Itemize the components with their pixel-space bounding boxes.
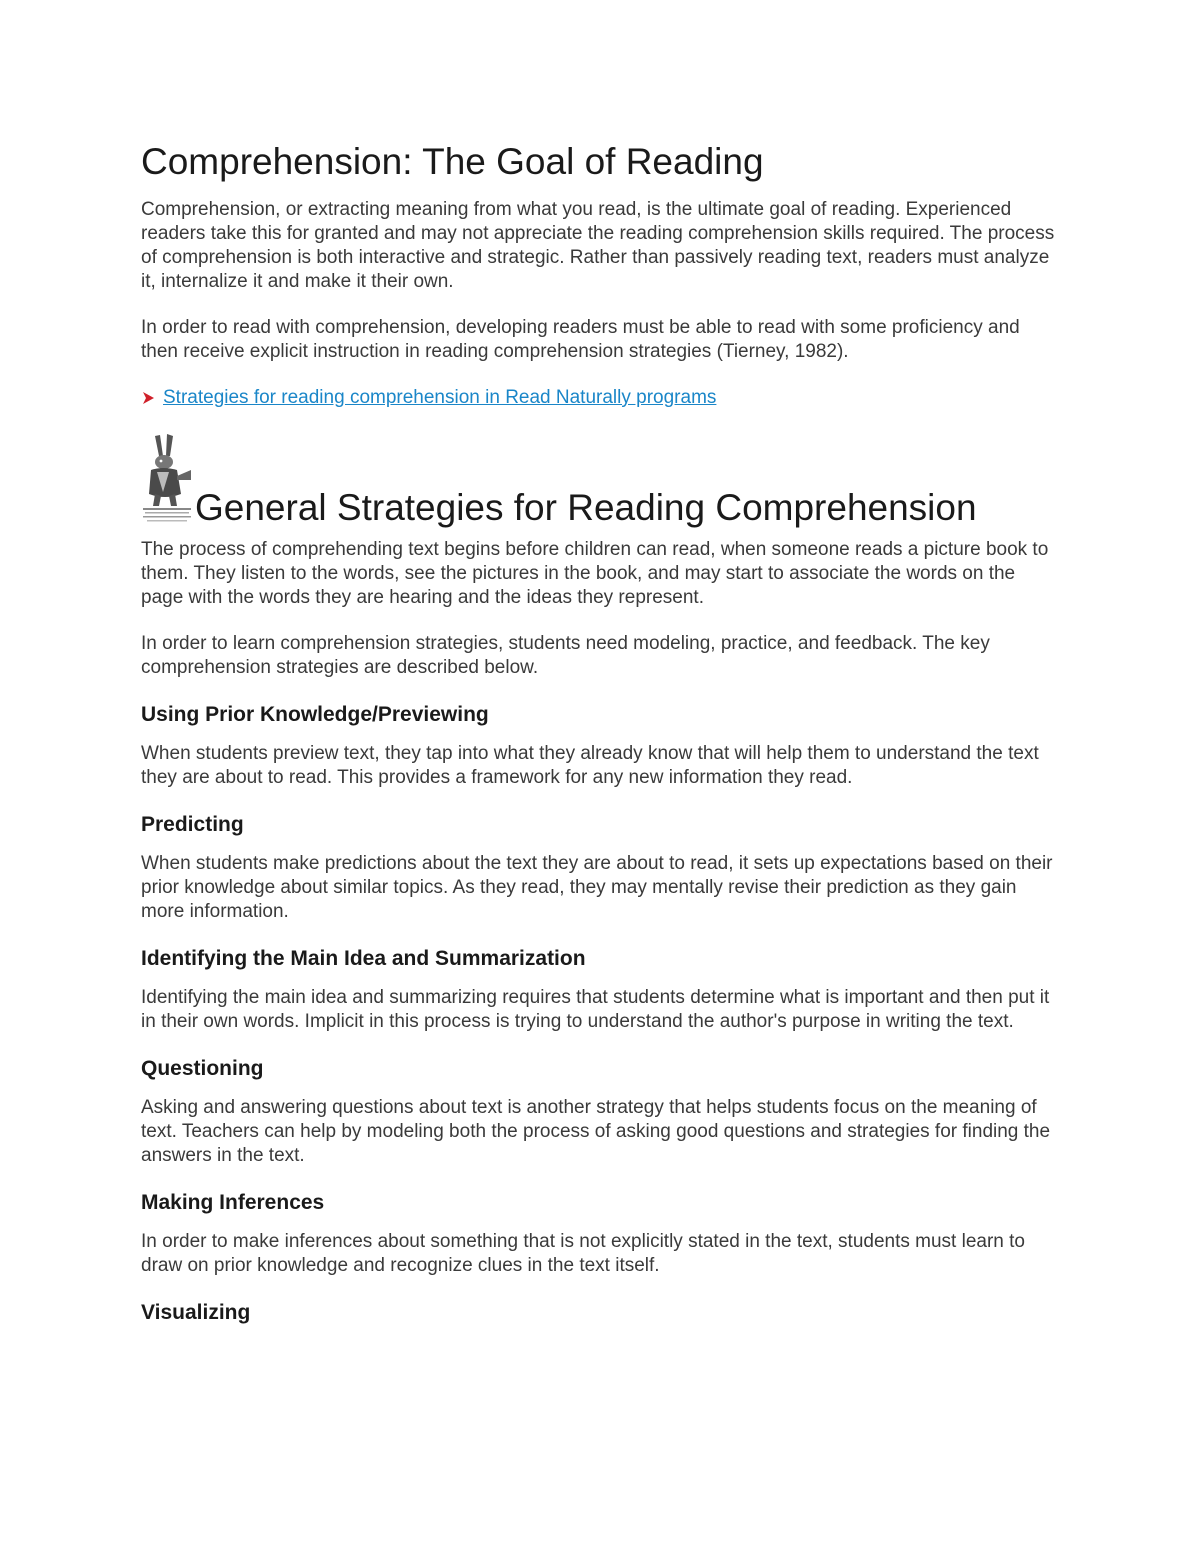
document-page	[141, 140, 1061, 1340]
strategies-link-row	[141, 386, 1061, 410]
strategy-body-prior-knowledge: When students preview text, they tap into what they already know that will help them to understand the text they are about to read. This provides a framework for any new information they read.	[141, 743, 1039, 788]
strategy-heading-visualizing: Visualizing	[141, 1301, 251, 1324]
intro-paragraph-2: In order to read with comprehension, developing readers must be able to read with some proficiency and then receive explicit instruction in reading comprehension strategies (Tierney, 1982).	[141, 317, 1020, 362]
strategies-link[interactable]: Strategies for reading comprehension in Read Naturally programs	[163, 387, 717, 408]
strategy-body-predicting: When students make predictions about the text they are about to read, it sets up expectations based on their prior knowledge about similar topics. As they read, they may mentally revise their prediction as they gain more information.	[141, 853, 1053, 922]
strategy-body-inferences: In order to make inferences about something that is not explicitly stated in the text, students must learn to draw on prior knowledge and recognize clues in the text itself.	[141, 1231, 1025, 1276]
strategy-heading-questioning: Questioning	[141, 1057, 264, 1080]
section-header	[141, 432, 1061, 528]
strategy-body-main-idea: Identifying the main idea and summarizing requires that students determine what is important and then put it in their own words. Implicit in this process is trying to understand the author's purpose in writing the text.	[141, 987, 1050, 1032]
section-paragraph-2: In order to learn comprehension strategies, students need modeling, practice, and feedback. The key comprehension strategies are described below.	[141, 633, 990, 678]
page-title: Comprehension: The Goal of Reading	[141, 141, 764, 182]
strategy-body-questioning: Asking and answering questions about text is another strategy that helps students focus on the meaning of text. Teachers can help by modeling both the process of asking good questions and strategies for finding the answers in the text.	[141, 1097, 1051, 1166]
strategy-heading-predicting: Predicting	[141, 813, 244, 836]
white-rabbit-illustration-icon	[141, 432, 193, 524]
intro-paragraph-1: Comprehension, or extracting meaning from what you read, is the ultimate goal of reading. Experienced readers take this for granted and may not appreciate the reading comprehension skills required. The process of comprehension is both interactive and strategic. Rather than passively reading text, readers must analyze it, internalize it and make it their own.	[141, 199, 1055, 292]
strategy-heading-main-idea: Identifying the Main Idea and Summarization	[141, 947, 586, 970]
red-arrow-icon	[141, 391, 155, 405]
strategy-heading-prior-knowledge: Using Prior Knowledge/Previewing	[141, 703, 489, 726]
section-title: General Strategies for Reading Comprehension	[195, 487, 977, 528]
strategy-heading-inferences: Making Inferences	[141, 1191, 325, 1214]
section-paragraph-1: The process of comprehending text begins before children can read, when someone reads a picture book to them. They listen to the words, see the pictures in the book, and may start to associate the words on the page with the words they are hearing and the ideas they represent.	[141, 539, 1049, 608]
